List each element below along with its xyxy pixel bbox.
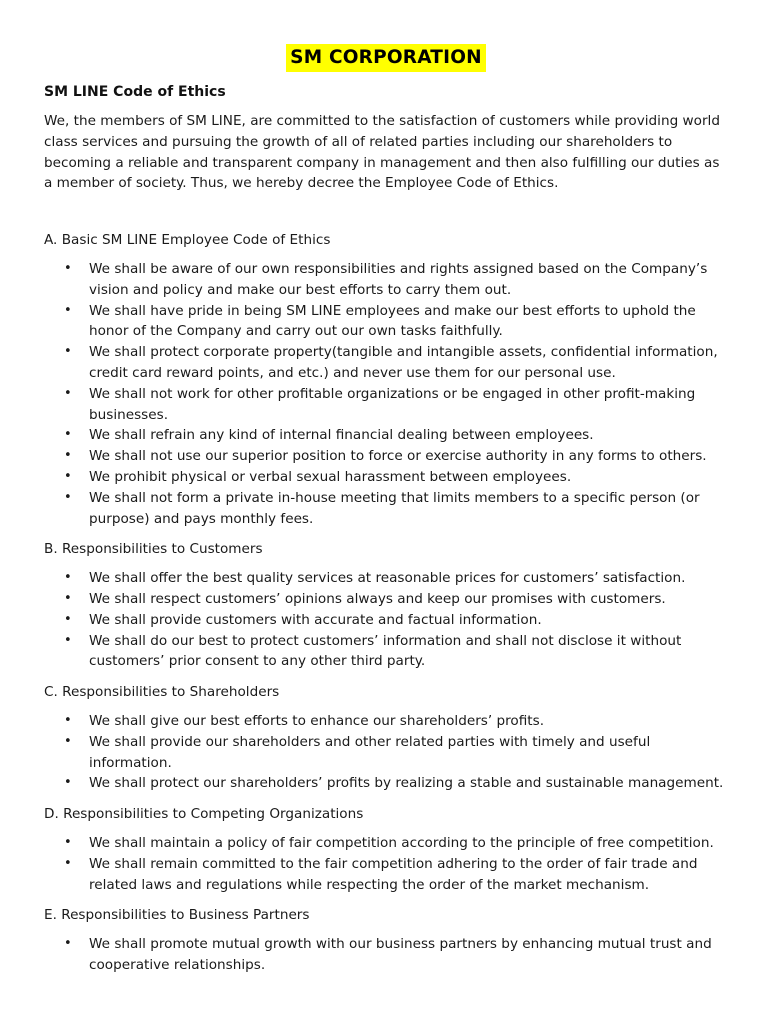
intro-paragraph: We, the members of SM LINE, are committed to the satisfaction of customers while providing world class services and pursuing the growth of all of related parties including our shareholders to becoming a reliable and transparent company in management and then also fulfilling our duties as a member of society. Thus, we hereby decree the Employee Code of Ethics.: [44, 113, 720, 192]
bullet-list: [44, 934, 728, 976]
section-heading: E. Responsibilities to Business Partners: [44, 907, 310, 924]
section: [44, 539, 728, 672]
bullet-list: [44, 259, 728, 529]
title-container: [44, 44, 728, 72]
list-item: [44, 488, 729, 530]
list-item-text: We shall provide our shareholders and other related parties with timely and useful information.: [89, 733, 651, 771]
list-item-text: We shall offer the best quality services at reasonable prices for customers’ satisfaction.: [89, 570, 686, 587]
list-item-text: We shall remain committed to the fair competition adhering to the order of fair trade and related laws and regulations while respecting the order of the market mechanism.: [89, 855, 698, 893]
list-item-text: We shall respect customers’ opinions always and keep our promises with customers.: [89, 590, 666, 607]
list-item-text: We shall provide customers with accurate and factual information.: [89, 611, 542, 628]
section: [44, 905, 728, 975]
section-heading: D. Responsibilities to Competing Organizations: [44, 806, 364, 823]
list-item-text: We prohibit physical or verbal sexual harassment between employees.: [89, 468, 572, 485]
bullet-icon: •: [64, 260, 72, 276]
list-item: [44, 631, 729, 673]
list-item-text: We shall not work for other profitable organizations or be engaged in other profit-making businesses.: [89, 385, 696, 423]
list-item-text: We shall not form a private in-house meeting that limits members to a specific person (or purpose) and pays monthly fees.: [89, 489, 700, 527]
bullet-icon: •: [64, 468, 72, 484]
list-item-text: We shall maintain a policy of fair competition according to the principle of free competition.: [89, 834, 714, 851]
list-item: [44, 732, 729, 774]
section: [44, 682, 728, 794]
list-item-text: We shall be aware of our own responsibilities and rights assigned based on the Company’s vision and policy and make our best efforts to carry them out.: [89, 260, 708, 298]
bullet-icon: •: [64, 427, 72, 443]
bullet-icon: •: [64, 834, 72, 850]
list-item-text: We shall have pride in being SM LINE employees and make our best efforts to uphold the honor of the Company and carry out our own tasks faithfully.: [89, 302, 696, 340]
bullet-icon: •: [64, 632, 72, 648]
section-heading: A. Basic SM LINE Employee Code of Ethics: [44, 232, 331, 249]
bullet-list: [44, 711, 728, 794]
bullet-icon: •: [64, 590, 72, 606]
list-item: [44, 259, 729, 301]
list-item-text: We shall not use our superior position to force or exercise authority in any forms to others.: [89, 448, 707, 465]
list-item-text: We shall do our best to protect customers’ information and shall not disclose it without customers’ prior consent to any other third party.: [89, 632, 682, 670]
list-item: [44, 610, 729, 631]
bullet-icon: •: [64, 855, 72, 871]
list-item-text: We shall promote mutual growth with our business partners by enhancing mutual trust and cooperative relationships.: [89, 936, 712, 973]
bullet-icon: •: [64, 570, 72, 586]
list-item: [44, 773, 729, 794]
section-heading: B. Responsibilities to Customers: [44, 541, 263, 558]
document-title: SM CORPORATION: [286, 44, 486, 72]
bullet-list: [44, 568, 728, 672]
section: [44, 804, 728, 895]
document-subtitle: SM LINE Code of Ethics: [44, 84, 226, 100]
list-item: [44, 384, 729, 426]
bullet-icon: •: [64, 936, 72, 952]
section-heading: C. Responsibilities to Shareholders: [44, 684, 280, 701]
bullet-icon: •: [64, 344, 72, 360]
sections-container: [44, 230, 728, 976]
list-item-text: We shall give our best efforts to enhance our shareholders’ profits.: [89, 712, 545, 729]
list-item: [44, 301, 729, 343]
list-item-text: We shall refrain any kind of internal financial dealing between employees.: [89, 427, 594, 444]
bullet-icon: •: [64, 302, 72, 318]
list-item: [44, 833, 729, 854]
list-item-text: We shall protect our shareholders’ profits by realizing a stable and sustainable management.: [89, 775, 724, 792]
list-item: [44, 446, 729, 467]
list-item: [44, 425, 729, 446]
bullet-icon: •: [64, 733, 72, 749]
list-item: [44, 467, 729, 488]
bullet-icon: •: [64, 611, 72, 627]
section: [44, 230, 728, 529]
list-item: [44, 589, 729, 610]
list-item-text: We shall protect corporate property(tangible and intangible assets, confidential information, credit card reward points, and etc.) and never use them for our personal use.: [89, 344, 718, 381]
bullet-icon: •: [64, 385, 72, 401]
list-item: [44, 934, 729, 976]
bullet-icon: •: [64, 489, 72, 505]
list-item: [44, 711, 729, 732]
bullet-icon: •: [64, 775, 72, 791]
list-item: [44, 568, 729, 589]
list-item: [44, 342, 729, 384]
list-item: [44, 854, 729, 896]
bullet-list: [44, 833, 728, 895]
bullet-icon: •: [64, 712, 72, 728]
bullet-icon: •: [64, 448, 72, 464]
